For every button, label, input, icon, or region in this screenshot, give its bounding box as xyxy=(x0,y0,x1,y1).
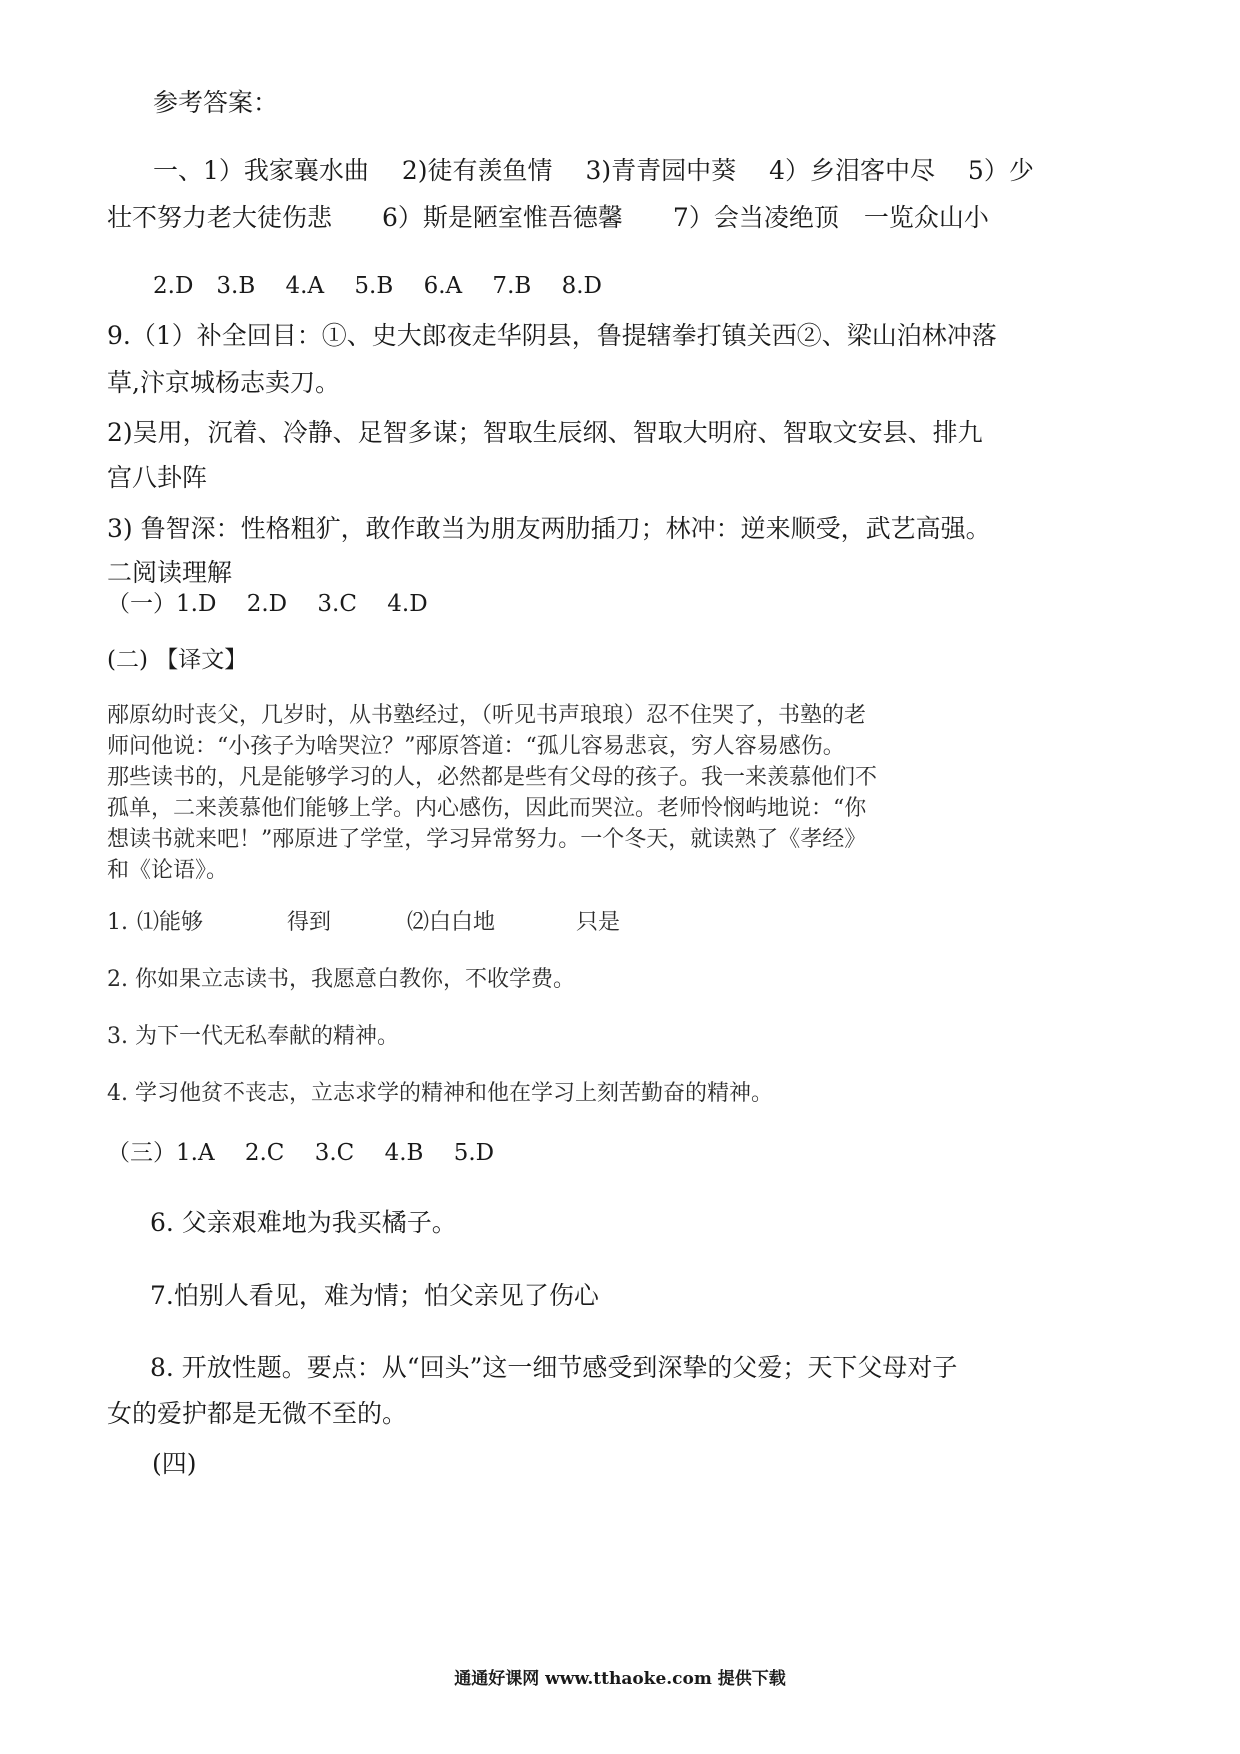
translation-line: 和《论语》。 xyxy=(107,858,229,883)
translation-line: 孤单，二来羡慕他们能够上学。内心感伤，因此而哭泣。老师怜悯屿地说：“你 xyxy=(107,796,867,821)
section2-part4-title: (四) xyxy=(152,1449,197,1478)
translation-line: 那些读书的，凡是能够学习的人，必然都是些有父母的孩子。我一来羡慕他们不 xyxy=(107,765,878,790)
answer2: 2. 你如果立志读书，我愿意白教你，不收学费。 xyxy=(107,967,575,992)
q9-part2-line2: 宫八卦阵 xyxy=(107,463,208,492)
q9-part1-line2: 草,汴京城杨志卖刀。 xyxy=(107,368,340,397)
answer4: 4. 学习他贫不丧志，立志求学的精神和他在学习上刻苦勤奋的精神。 xyxy=(107,1081,773,1106)
page-footer: 通通好课网 www.tthaoke.com 提供下载 xyxy=(454,1669,786,1689)
answer1-item-d: 只是 xyxy=(576,910,621,935)
translation-line: 师问他说：“小孩子为啥哭泣？”邴原答道：“孤儿容易悲哀，穷人容易感伤。 xyxy=(107,734,845,759)
translation-line: 想读书就来吧！”邴原进了学堂，学习异常努力。一个冬天，就读熟了《孝经》 xyxy=(107,827,867,852)
part3-answer8-line2: 女的爱护都是无微不至的。 xyxy=(107,1399,408,1428)
q9-part2-line1: 2)吴用，沉着、冷静、足智多谋；智取生辰纲、智取大明府、智取文安县、排九 xyxy=(107,418,983,447)
answer1-item-c: ⑵白白地 xyxy=(407,910,496,935)
section1-choices: 2.D 3.B 4.A 5.B 6.A 7.B 8.D xyxy=(153,273,602,299)
section2-part3-answers: （三）1.A 2.C 3.C 4.B 5.D xyxy=(107,1140,495,1166)
section2-part1-answers: （一）1.D 2.D 3.C 4.D xyxy=(107,591,428,617)
q9-part1-line1: 9.（1）补全回目：①、史大郎夜走华阴县，鲁提辖拳打镇关西②、梁山泊林冲落 xyxy=(107,321,997,350)
answer-heading: 参考答案： xyxy=(153,88,279,117)
section1-line1: 一、1）我家襄水曲 2)徒有羡鱼情 3)青青园中葵 4）乡泪客中尽 5）少 xyxy=(153,156,1034,185)
section2-title: 二阅读理解 xyxy=(107,558,233,587)
section2-part2-title: (二) 【译文】 xyxy=(107,647,248,673)
answer1-item-a: ⑴能够 xyxy=(137,910,204,935)
answer1-number: 1. xyxy=(107,910,128,935)
translation-line: 邴原幼时丧父，几岁时，从书塾经过，（听见书声琅琅）忍不住哭了，书塾的老 xyxy=(107,703,867,728)
section1-line2: 壮不努力老大徒伤悲 6）斯是陋室惟吾德馨 7）会当凌绝顶 一览众山小 xyxy=(107,203,989,232)
part3-answer7: 7.怕别人看见，难为情；怕父亲见了伤心 xyxy=(150,1281,599,1310)
q9-part3: 3) 鲁智深：性格粗犷，敢作敢当为朋友两肋插刀；林冲：逆来顺受，武艺高强。 xyxy=(107,514,991,543)
part3-answer6: 6. 父亲艰难地为我买橘子。 xyxy=(150,1208,457,1237)
answer1-item-b: 得到 xyxy=(287,910,332,935)
answer3: 3. 为下一代无私奉献的精神。 xyxy=(107,1024,399,1049)
part3-answer8-line1: 8. 开放性题。要点：从“回头”这一细节感受到深挚的父爱；天下父母对子 xyxy=(150,1353,958,1382)
